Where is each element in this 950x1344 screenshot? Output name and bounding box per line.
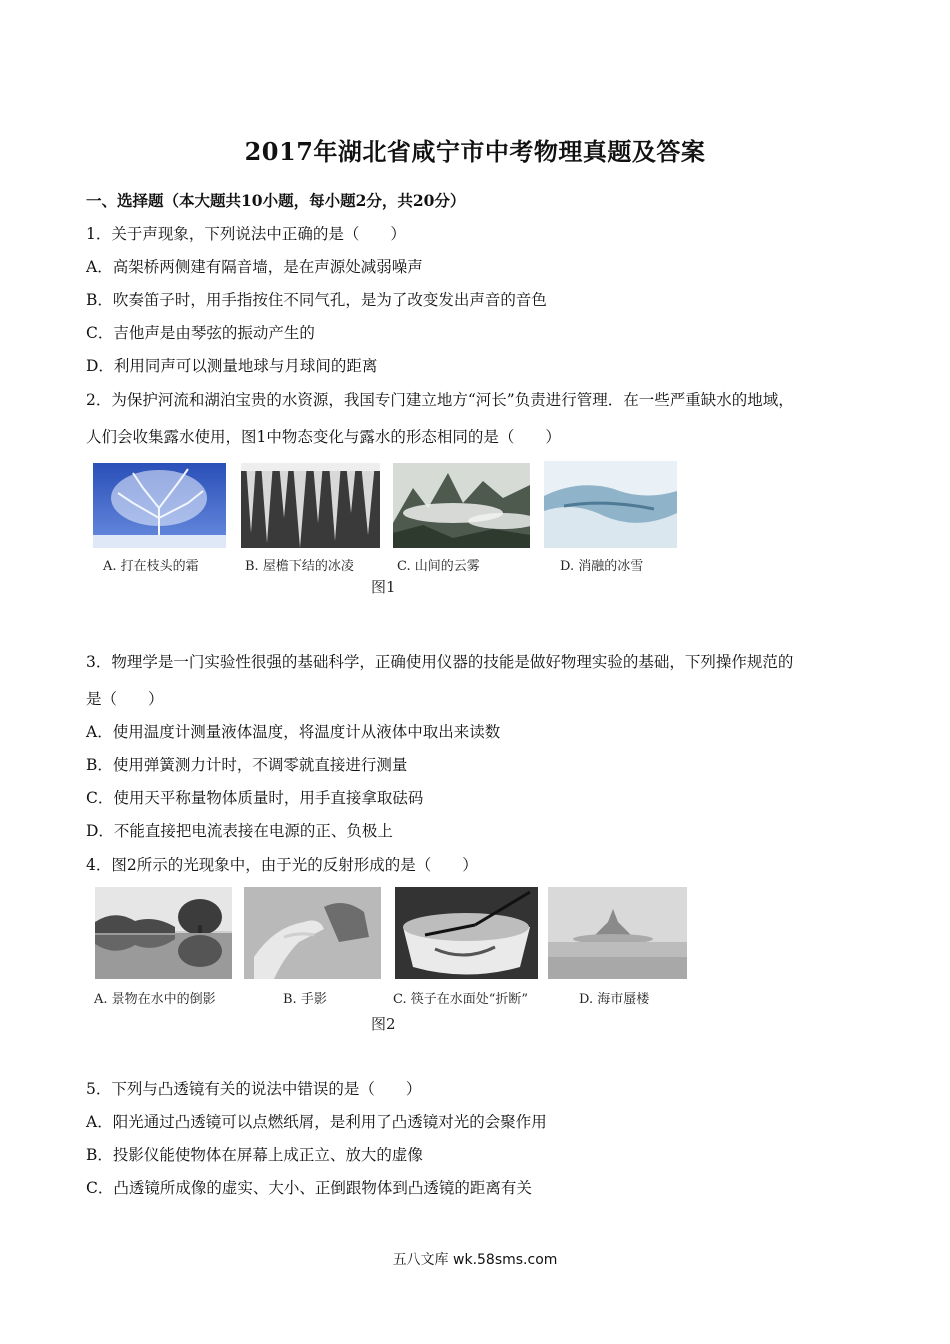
water-reflection-image (95, 887, 232, 979)
figure-2-caption-c: C. 筷子在水面处“折断” (393, 992, 529, 1007)
question-3-option-a: A．使用温度计测量液体温度，将温度计从液体中取出来读数 (86, 723, 501, 741)
question-3-option-c: C．使用天平称量物体质量时，用手直接拿取砝码 (86, 789, 424, 807)
question-5-option-b: B．投影仪能使物体在屏幕上成正立、放大的虚像 (86, 1146, 423, 1164)
icicles-image (241, 463, 380, 548)
figure-1-caption-a: A. 打在枝头的霜 (103, 559, 199, 574)
question-1-option-d: D．利用同声可以测量地球与月球间的距离 (86, 357, 378, 375)
question-3-option-d: D．不能直接把电流表接在电源的正、负极上 (86, 822, 393, 840)
mirage-image (548, 887, 687, 979)
question-2-stem-line2: 人们会收集露水使用，图1中物态变化与露水的形态相同的是（ ） (86, 428, 561, 446)
question-2-stem-line1: 2．为保护河流和湖泊宝贵的水资源，我国专门建立地方“河长”负责进行管理．在一些严重缺水的地域， (86, 391, 794, 409)
question-3-option-b: B．使用弹簧测力计时，不调零就直接进行测量 (86, 756, 408, 774)
melting-snow-image (544, 461, 677, 548)
figure-1-caption-c: C. 山间的云雾 (397, 559, 480, 574)
question-3-stem-line2: 是（ ） (86, 690, 164, 708)
question-1-option-b: B．吹奏笛子时，用手指按住不同气孔，是为了改变发出声音的音色 (86, 291, 547, 309)
bent-chopsticks-image (395, 887, 538, 979)
figure-2-label: 图2 (371, 1015, 396, 1033)
section-heading: 一、选择题（本大题共10小题，每小题2分，共20分） (86, 191, 466, 210)
question-1-stem: 1．关于声现象，下列说法中正确的是（ ） (86, 225, 406, 243)
figure-2-caption-a: A. 景物在水中的倒影 (94, 992, 216, 1007)
figure-2-caption-b: B. 手影 (283, 992, 327, 1007)
figure-2-caption-d: D. 海市蜃楼 (579, 992, 650, 1007)
question-5-option-a: A．阳光通过凸透镜可以点燃纸屑，是利用了凸透镜对光的会聚作用 (86, 1113, 547, 1131)
figure-1-caption-b: B. 屋檐下结的冰凌 (245, 559, 354, 574)
question-3-stem-line1: 3．物理学是一门实验性很强的基础科学，正确使用仪器的技能是做好物理实验的基础，下列操作规范的 (86, 653, 794, 671)
question-5-option-c: C．凸透镜所成像的虚实、大小、正倒跟物体到凸透镜的距离有关 (86, 1179, 532, 1197)
page-title: 2017年湖北省咸宁市中考物理真题及答案 (244, 137, 706, 166)
question-5-stem: 5．下列与凸透镜有关的说法中错误的是（ ） (86, 1080, 422, 1098)
figure-1-label: 图1 (371, 578, 396, 596)
page-footer: 五八文库 wk.58sms.com (392, 1252, 558, 1268)
question-1-option-a: A．高架桥两侧建有隔音墙，是在声源处减弱噪声 (86, 258, 423, 276)
mountain-clouds-image (393, 463, 530, 548)
hand-shadow-image (244, 887, 381, 979)
figure-1-caption-d: D. 消融的冰雪 (560, 559, 644, 574)
question-1-option-c: C．吉他声是由琴弦的振动产生的 (86, 324, 315, 342)
frost-branch-image (93, 463, 226, 548)
question-4-stem: 4．图2所示的光现象中，由于光的反射形成的是（ ） (86, 856, 478, 874)
